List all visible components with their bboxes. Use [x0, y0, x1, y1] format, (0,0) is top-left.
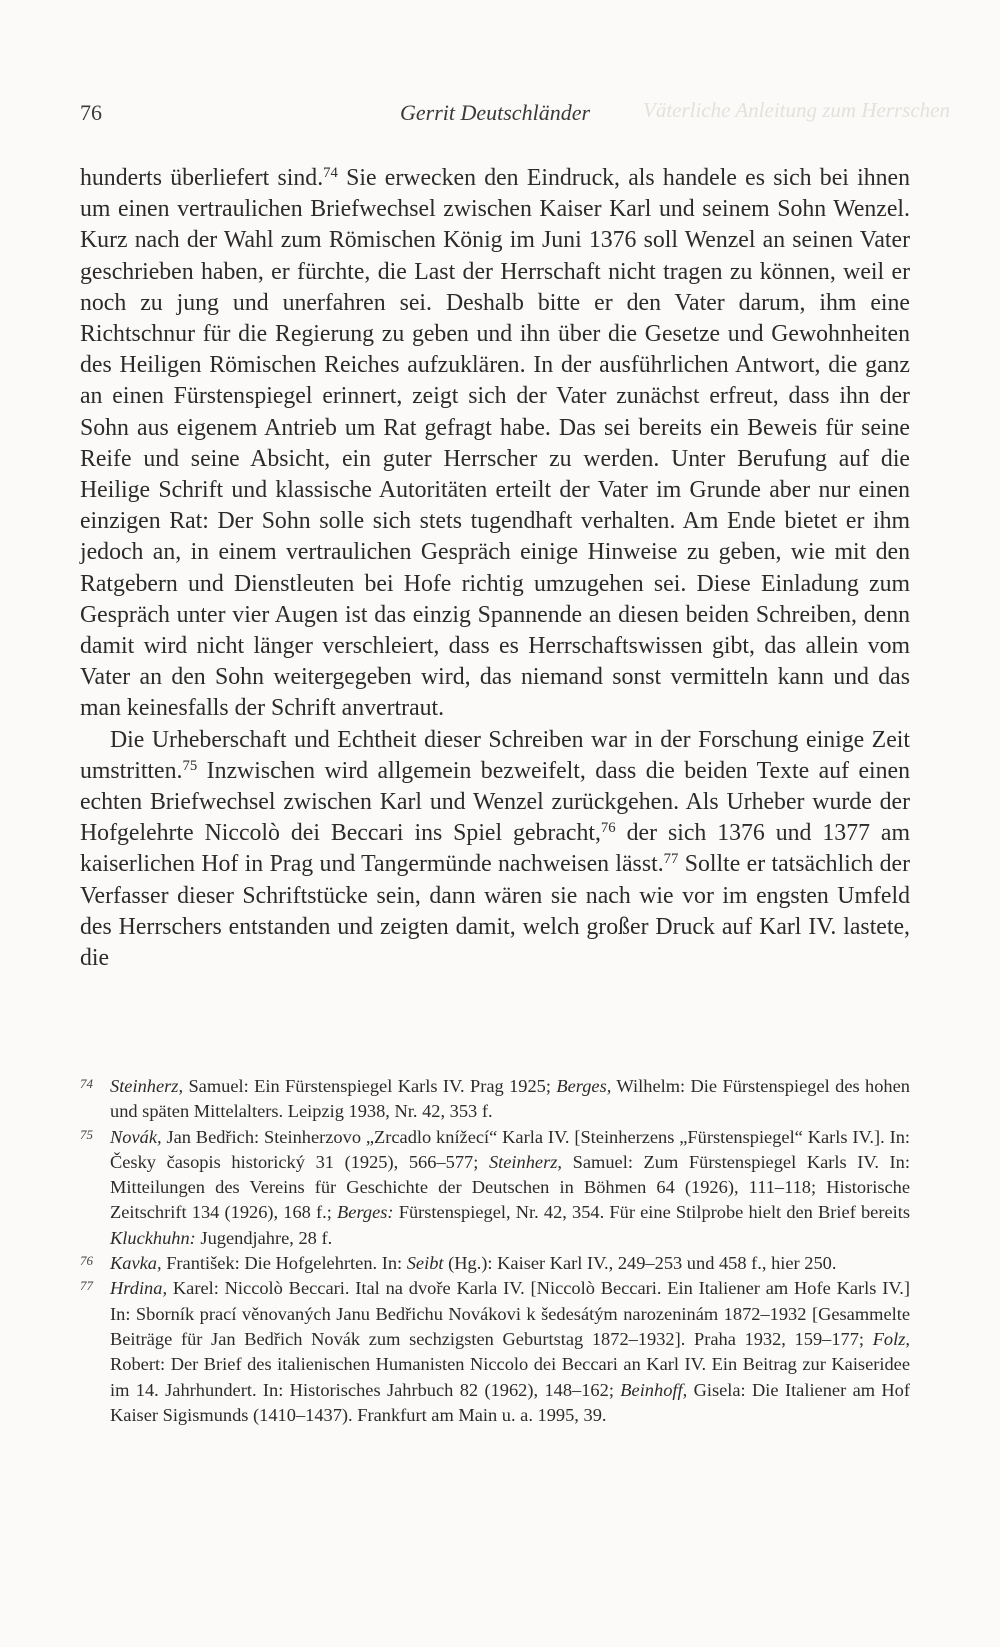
citation-text: Gisela: Die Italiener am Hof Kaiser Sigismunds (1410–1437). Frankfurt am Main u. a. 1995, 39. [110, 1379, 910, 1425]
citation-text: (Hg.): Kaiser Karl IV., 249–253 und 458 f., hier 250. [443, 1253, 837, 1274]
footnote-74 [80, 1074, 910, 1125]
author-name: Seibt [406, 1253, 444, 1274]
author-name: Steinherz, [488, 1151, 563, 1172]
footnote-77 [80, 1276, 910, 1428]
footnote-ref-77[interactable]: 77 [663, 851, 679, 868]
running-head: Gerrit Deutschländer [399, 100, 591, 125]
citation-text: Jan Bedřich: Steinherzovo „Zrcadlo knížecí“ Karla IV. [Steinherzens „Fürstenspiegel“ Karls IV.]. In: Česky časopis historický 31 (1925), 566–577; [110, 1126, 910, 1172]
bleed-through-text: Väterliche Anleitung zum Herrschen [643, 98, 950, 122]
text-segment: Sollte er tatsächlich der Verfasser dieser Schriftstücke sein, dann wären sie nach wie vor im engsten Umfeld des Herrschers entstanden und zeigten damit, welch großer Druck auf Karl IV. lastete, die [80, 851, 911, 972]
author-name: Beinhoff, [620, 1379, 688, 1400]
citation-text: Wilhelm: Die Fürstenspiegel des hohen und späten Mittelalters. Leipzig 1938, Nr. 42, 353 f. [110, 1076, 910, 1122]
footnote-75 [80, 1125, 910, 1251]
text-segment: hunderts überliefert sind. [80, 165, 324, 191]
citation-text: Samuel: Ein Fürstenspiegel Karls IV. Prag 1925; [183, 1076, 557, 1096]
page-number: 76 [80, 100, 102, 125]
author-name: Kluckhuhn: [110, 1227, 196, 1248]
author-name: Hrdina, [110, 1278, 168, 1299]
author-name: Berges, [556, 1076, 612, 1096]
text-segment: Inzwischen wird allgemein bezweifelt, dass die beiden Texte auf einen echten Briefwechsel zwischen Karl und Wenzel zurückgehen. Als Urheber wurde der Hofgelehrte Niccolò dei Beccari ins Spiel gebracht, [80, 757, 910, 847]
author-name: Novák, [110, 1126, 162, 1147]
paragraph-1 [80, 163, 910, 725]
paragraph-2 [80, 725, 910, 975]
author-name: Berges: [337, 1202, 394, 1223]
citation-text: Karel: Niccolò Beccari. Ital na dvoře Karla IV. [Niccolò Beccari. Ein Italiener am Hofe Karls IV.] In: Sborník prací věnovaných Janu Bedřichu Novákovi k šedesátým narozeninám 1872–1932 [Gesammelte Beiträge für Jan Bedřich Novák zum sechzigsten Geburtstag 1872–1932]. Praha 1932, 159–177; [110, 1278, 910, 1349]
footnote-ref-75[interactable]: 75 [182, 757, 198, 774]
citation-text: Fürstenspiegel, Nr. 42, 354. Für eine Stilprobe hielt den Brief bereits [393, 1202, 911, 1223]
main-text [80, 163, 910, 974]
text-segment: der sich 1376 und 1377 am kaiserlichen Hof in Prag und Tangermünde nachweisen lässt. [80, 820, 911, 878]
author-name: Folz, [872, 1328, 910, 1349]
page-header [80, 100, 910, 134]
footnote-ref-74[interactable]: 74 [323, 164, 338, 181]
text-segment: Die Urheberschaft und Echtheit dieser Schreiben war in der Forschung einige Zeit umstritten. [80, 726, 910, 784]
citation-text: Robert: Der Brief des italienischen Humanisten Niccolo dei Beccari an Karl IV. Ein Beitrag zur Kaiseridee im 14. Jahrhundert. In: Historisches Jahrbuch 82 (1962), 148–162; [110, 1354, 910, 1400]
citation-text: Samuel: Zum Fürstenspiegel Karls IV. In: Mitteilungen des Vereins für Geschichte der Deutschen in Böhmen 64 (1926), 111–118; Historische Zeitschrift 134 (1926), 168 f.; [110, 1151, 910, 1223]
footnote-ref-76[interactable]: 76 [600, 820, 616, 837]
footnote-number: 76 [80, 1253, 93, 1269]
footnote-number: 77 [80, 1278, 93, 1294]
footnotes [80, 1074, 910, 1428]
author-name: Kavka, [110, 1253, 162, 1274]
citation-text: František: Die Hofgelehrten. In: [161, 1253, 407, 1274]
footnote-76 [80, 1251, 910, 1276]
footnote-number: 74 [80, 1076, 93, 1091]
author-name: Steinherz, [110, 1076, 184, 1096]
text-segment: Sie erwecken den Eindruck, als handele es sich bei ihnen um einen vertraulichen Briefwechsel zwischen Kaiser Karl und seinem Sohn Wenzel. Kurz nach der Wahl zum Römischen König im Juni 1376 soll Wenzel an seinen Vater geschrieben haben, er fürchte, die Last der Herrschaft nicht tragen zu können, weil er noch zu jung und unerfahren sei. Deshalb bitte er den Vater darum, ihm eine Richtschnur für die Regierung zu geben und ihn über die Gesetze und Gewohnheiten des Heiligen Römischen Reiches aufzuklären. In der ausführlichen Antwort, die ganz an einen Fürstenspiegel erinnert, zeigt sich der Vater zunächst erfreut, dass ihn der Sohn aus eigenem Antrieb um Rat gefragt habe. Das sei bereits ein Beweis für seine Reife und seine Absicht, ein guter Herrscher zu werden. Unter Berufung auf die Heilige Schrift und klassische Autoritäten erteilt der Vater im Grunde aber nur einen einzigen Rat: Der Sohn solle sich stets tugendhaft verhalten. Am Ende bietet er ihm jedoch an, in einem vertraulichen Gespräch einige Hinweise zu geben, wie mit den Ratgebern und Dienstleuten bei Hofe richtig umzugehen sei. Diese Einladung zum Gespräch unter vier Augen ist das einzig Spannende an diesen beiden Schreiben, denn damit wird nicht länger verschleiert, dass es Herrschaftswissen gibt, das allein vom Vater an den Sohn weitergegeben wird, das niemand sonst vermitteln kann und das man keinesfalls der Schrift anvertraut. [80, 165, 910, 722]
citation-text: Jugendjahre, 28 f. [195, 1227, 333, 1248]
footnote-number: 75 [80, 1126, 93, 1142]
